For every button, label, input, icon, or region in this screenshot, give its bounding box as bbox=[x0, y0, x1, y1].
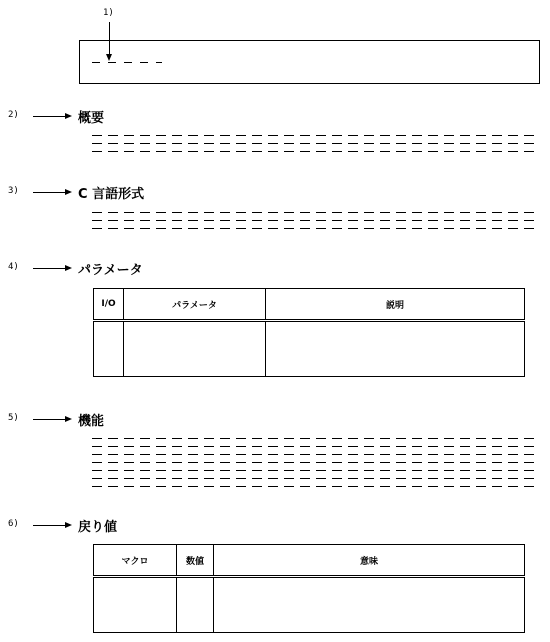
section-heading-function: 機能 bbox=[78, 414, 105, 429]
right-arrow-icon bbox=[65, 416, 72, 422]
function-placeholder bbox=[92, 438, 540, 487]
table-row bbox=[94, 577, 525, 633]
arrow-line-6 bbox=[33, 525, 65, 526]
arrow-line-3 bbox=[33, 192, 65, 193]
return-header-value: 数値 bbox=[177, 545, 214, 577]
arrow-line-5 bbox=[33, 419, 65, 420]
return-value-table bbox=[93, 544, 525, 633]
right-arrow-icon bbox=[65, 265, 72, 271]
right-arrow-icon bbox=[65, 113, 72, 119]
c-format-placeholder bbox=[92, 212, 540, 229]
title-placeholder-dashes bbox=[92, 62, 162, 63]
marker-1: 1) bbox=[103, 8, 114, 18]
right-arrow-icon bbox=[65, 522, 72, 528]
arrow-line-4 bbox=[33, 268, 65, 269]
param-header-io: I/O bbox=[94, 289, 124, 321]
table-row bbox=[94, 321, 525, 377]
marker-5: 5) bbox=[8, 413, 19, 423]
arrow-line-2 bbox=[33, 116, 65, 117]
parameter-table bbox=[93, 288, 525, 377]
marker-4: 4) bbox=[8, 262, 19, 272]
return-header-meaning: 意味 bbox=[214, 545, 525, 577]
section-heading-parameters: パラメータ bbox=[78, 263, 143, 278]
param-header-description: 説明 bbox=[266, 289, 525, 321]
section-heading-c-format: C 言語形式 bbox=[78, 187, 145, 202]
marker-2: 2) bbox=[8, 110, 19, 120]
marker-6: 6) bbox=[8, 519, 19, 529]
section-heading-return-value: 戻り値 bbox=[78, 520, 118, 535]
section-heading-overview: 概要 bbox=[78, 111, 105, 126]
overview-placeholder bbox=[92, 135, 540, 152]
right-arrow-icon bbox=[65, 189, 72, 195]
return-header-macro: マクロ bbox=[94, 545, 177, 577]
marker-3: 3) bbox=[8, 186, 19, 196]
param-header-parameter: パラメータ bbox=[124, 289, 266, 321]
